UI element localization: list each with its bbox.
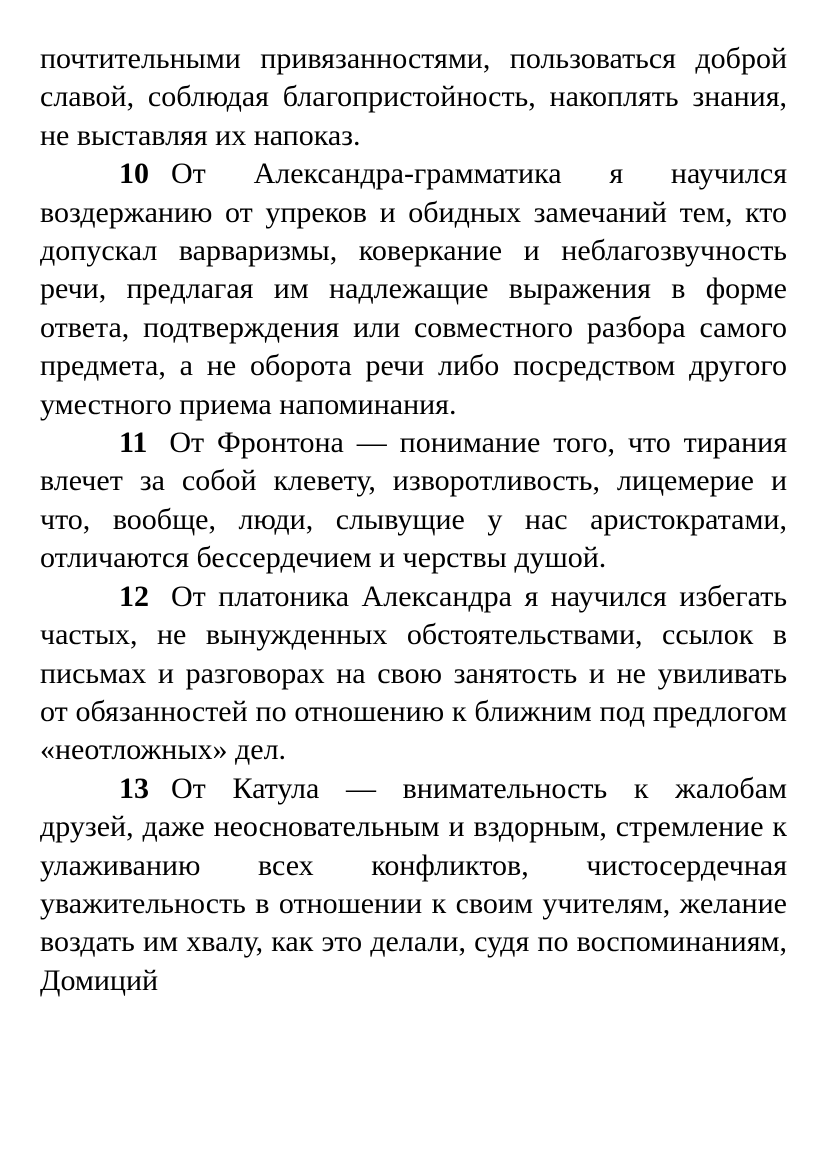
paragraph-number: 12	[119, 579, 149, 613]
paragraph-text: От Фронтона — понимание того, что тирания влечет за собой клевету, изворотливость, лицемерие и что, вообще, люди, слывущие у нас аристократами, отличаются бессердечием и черствы душой.	[40, 426, 787, 575]
paragraph-10	[40, 155, 787, 424]
paragraph-text: От Катула — внимательность к жалобам друзей, даже неосновательным и вздорным, стремление к улаживанию всех конфликтов, чистосердечная уважительность в отношении к своим учителям, желание воздать им хвалу, как это делали, судя по воспоминаниям, Домиций	[40, 771, 787, 997]
paragraph-13	[40, 770, 787, 1000]
paragraph-11	[40, 424, 787, 578]
paragraph-12	[40, 578, 787, 770]
paragraph-number: 11	[119, 426, 148, 460]
paragraph-continuation	[40, 40, 787, 155]
paragraph-number: 13	[119, 771, 149, 805]
paragraph-text: От платоника Александра я научился избегать частых, не вынужденных обстоятельствами, ссылок в письмах и разговорах на свою занятость и не увиливать от обязанностей по отношению к ближним под предлогом «неотложных» дел.	[40, 579, 787, 767]
paragraph-text: От Александра-грамматика я научился воздержанию от упреков и обидных замечаний тем, кто допускал варваризмы, коверкание и неблагозвучность речи, предлагая им надлежащие выражения в форме ответа, подтверждения или совместного разбора самого предмета, а не оборота речи либо посредством другого уместного приема напоминания.	[40, 157, 787, 421]
document-page	[40, 40, 787, 1000]
paragraph-text: почтительными привязанностями, пользоваться доброй славой, соблюдая благопристойность, накоплять знания, не выставляя их напоказ.	[40, 42, 787, 152]
paragraph-number: 10	[119, 157, 149, 191]
